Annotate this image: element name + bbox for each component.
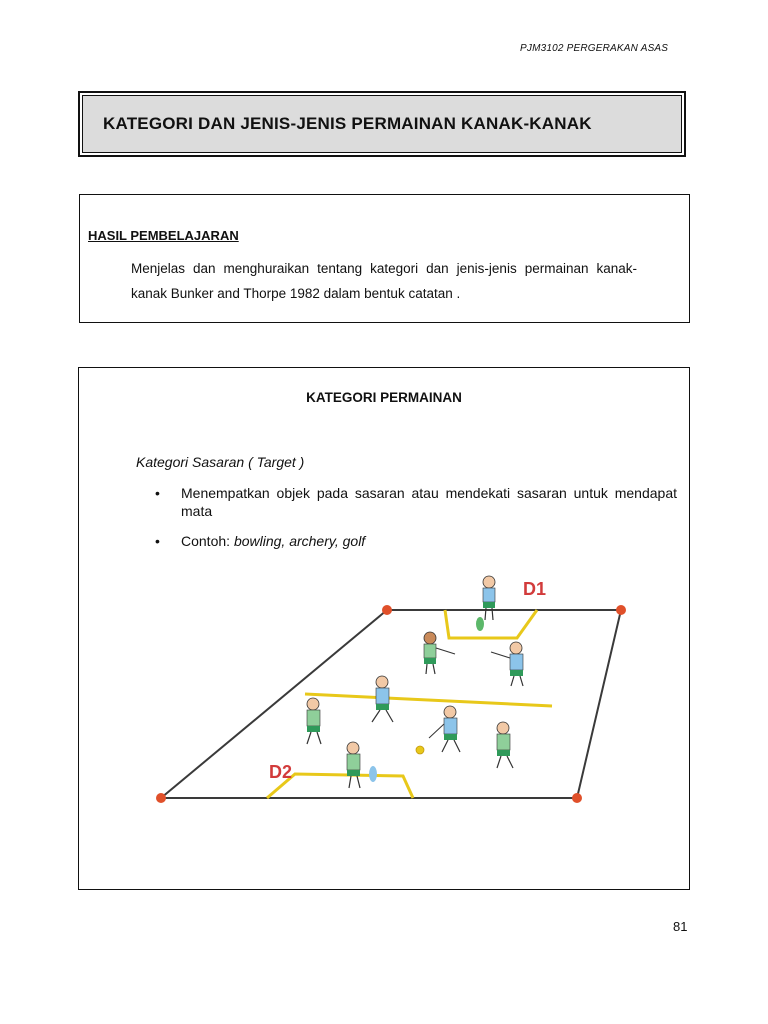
bullet-icon: • <box>155 533 160 549</box>
d1-label: D1 <box>523 579 547 599</box>
center-line <box>305 694 552 706</box>
title-inner <box>82 95 682 153</box>
course-code-header: PJM3102 PERGERAKAN ASAS <box>520 43 669 54</box>
cone-icon <box>616 605 626 615</box>
cone-icon <box>572 793 582 803</box>
d2-label: D2 <box>269 762 293 782</box>
child-figure <box>307 698 321 744</box>
learning-outcome-heading: HASIL PEMBELAJARAN <box>88 228 239 243</box>
bowling-pin-icon <box>369 766 377 782</box>
child-figure <box>483 576 495 620</box>
bullet-list <box>155 484 677 562</box>
bullet-item <box>155 484 677 520</box>
example-prefix: Contoh: <box>181 533 234 549</box>
ball-icon <box>416 746 424 754</box>
category-section <box>78 367 690 890</box>
bullet-text: Menempatkan objek pada sasaran atau mendekati sasaran untuk mendapat mata <box>181 485 677 519</box>
page-number: 81 <box>673 919 688 934</box>
category-subheading: Kategori Sasaran ( Target ) <box>136 454 305 470</box>
bullet-text <box>181 532 365 550</box>
cone-icon <box>156 793 166 803</box>
category-heading: KATEGORI PERMAINAN <box>306 390 462 405</box>
bullet-item <box>155 532 677 550</box>
target-game-illustration <box>137 562 633 842</box>
learning-outcome-body: Menjelas dan menghuraikan tentang kategori dan jenis-jenis permainan kanak-kanak Bunker and Thorpe 1982 dalam bentuk catatan . <box>131 261 637 301</box>
cone-icon <box>382 605 392 615</box>
learning-outcome-box <box>79 194 690 323</box>
child-figure <box>429 706 460 752</box>
title-box <box>78 91 686 157</box>
bullet-icon: • <box>155 485 160 501</box>
child-figure <box>497 722 513 768</box>
d1-zone-line <box>445 610 537 638</box>
page-title: KATEGORI DAN JENIS-JENIS PERMAINAN KANAK-KANAK <box>103 114 592 133</box>
child-figure <box>347 742 360 788</box>
example-list: bowling, archery, golf <box>233 533 366 549</box>
child-figure <box>491 642 523 686</box>
bowling-pin-icon <box>476 617 484 631</box>
court-outline <box>161 610 621 798</box>
